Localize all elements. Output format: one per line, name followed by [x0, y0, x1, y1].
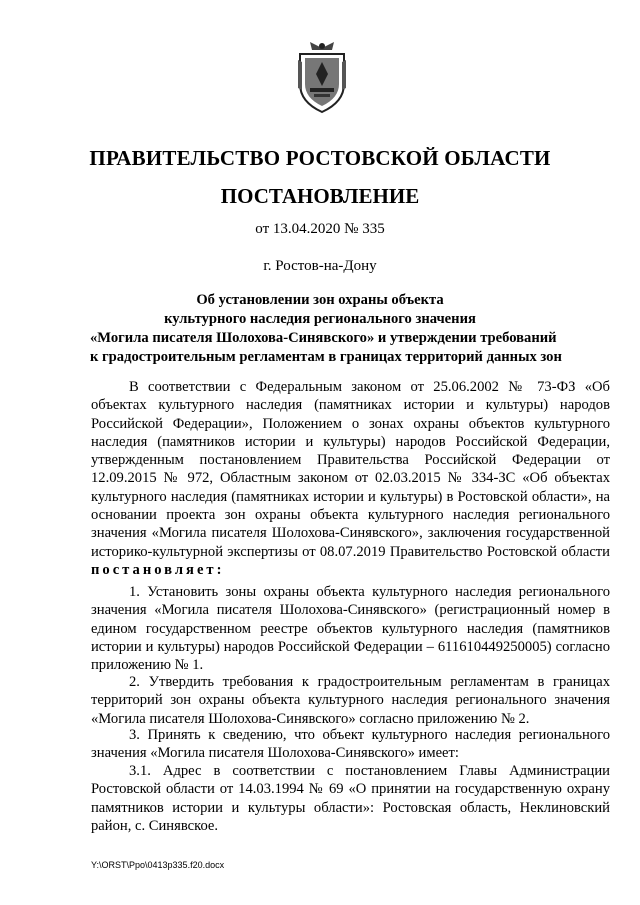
document-city: г. Ростов-на-Дону	[263, 258, 377, 274]
item-1-paragraph: 1. Установить зоны охраны объекта культурного наследия регионального значения «Могила писателя Шолохова-Синявского» (регистрационный номер в едином государственном реестре объектов культурного наследия (памятников истории и культуры) народов Российской Федерации – 611610449250005) согласно приложению № 1.	[91, 584, 610, 674]
coat-of-arms-icon	[296, 40, 348, 116]
subject-line: к градостроительным регламентам в границах территорий данных зон	[90, 349, 562, 365]
subject-line: Об установлении зон охраны объекта	[196, 292, 444, 308]
document-type: ПОСТАНОВЛЕНИЕ	[220, 184, 420, 208]
resolves-word: постановляет:	[91, 561, 225, 578]
preamble-paragraph	[91, 378, 610, 579]
item-2-paragraph: 2. Утвердить требования к градостроительным регламентам в границах территорий зон охраны объекта культурного наследия регионального значения «Могила писателя Шолохова-Синявского» согласно приложению № 2.	[91, 674, 610, 727]
subject-line: культурного наследия регионального значения	[164, 311, 476, 327]
government-title: ПРАВИТЕЛЬСТВО РОСТОВСКОЙ ОБЛАСТИ	[89, 146, 551, 170]
footer-file-path: Y:\ORST\Ppo\0413p335.f20.docx	[91, 860, 225, 870]
item-3-1-paragraph: 3.1. Адрес в соответствии с постановлением Главы Администрации Ростовской области от 14.03.1994 № 69 «О принятии на государственную охрану памятников истории и культуры области»: Ростовская область, Неклиновский район, с. Синявское.	[91, 763, 610, 834]
preamble-text: В соответствии с Федеральным законом от 25.06.2002 № 73-ФЗ «Об объектах культурного наследия (памятниках истории и культуры) народов Российской Федерации», Положением о зонах охраны объектов культурного наследия (памятников истории и культуры) народов Российской Федерации, утвержденным постановлением Правительства Российской Федерации от 12.09.2015 № 972, Областным законом от 02.03.2015 № 334-ЗС «Об объектах культурного наследия (памятниках истории и культуры) в Ростовской области», на основании проекта зон охраны объекта культурного наследия регионального значения «Могила писателя Шолохова-Синявского», заключения государственной историко-культурной экспертизы от 08.07.2019 Правительство Ростовской области	[91, 379, 610, 560]
document-subject	[90, 291, 562, 367]
subject-line: «Могила писателя Шолохова-Синявского» и утверждении требований	[90, 330, 557, 346]
document-date-number: от 13.04.2020 № 335	[255, 221, 385, 237]
item-3-paragraph: 3. Принять к сведению, что объект культурного наследия регионального значения «Могила писателя Шолохова-Синявского» имеет:	[91, 727, 610, 762]
